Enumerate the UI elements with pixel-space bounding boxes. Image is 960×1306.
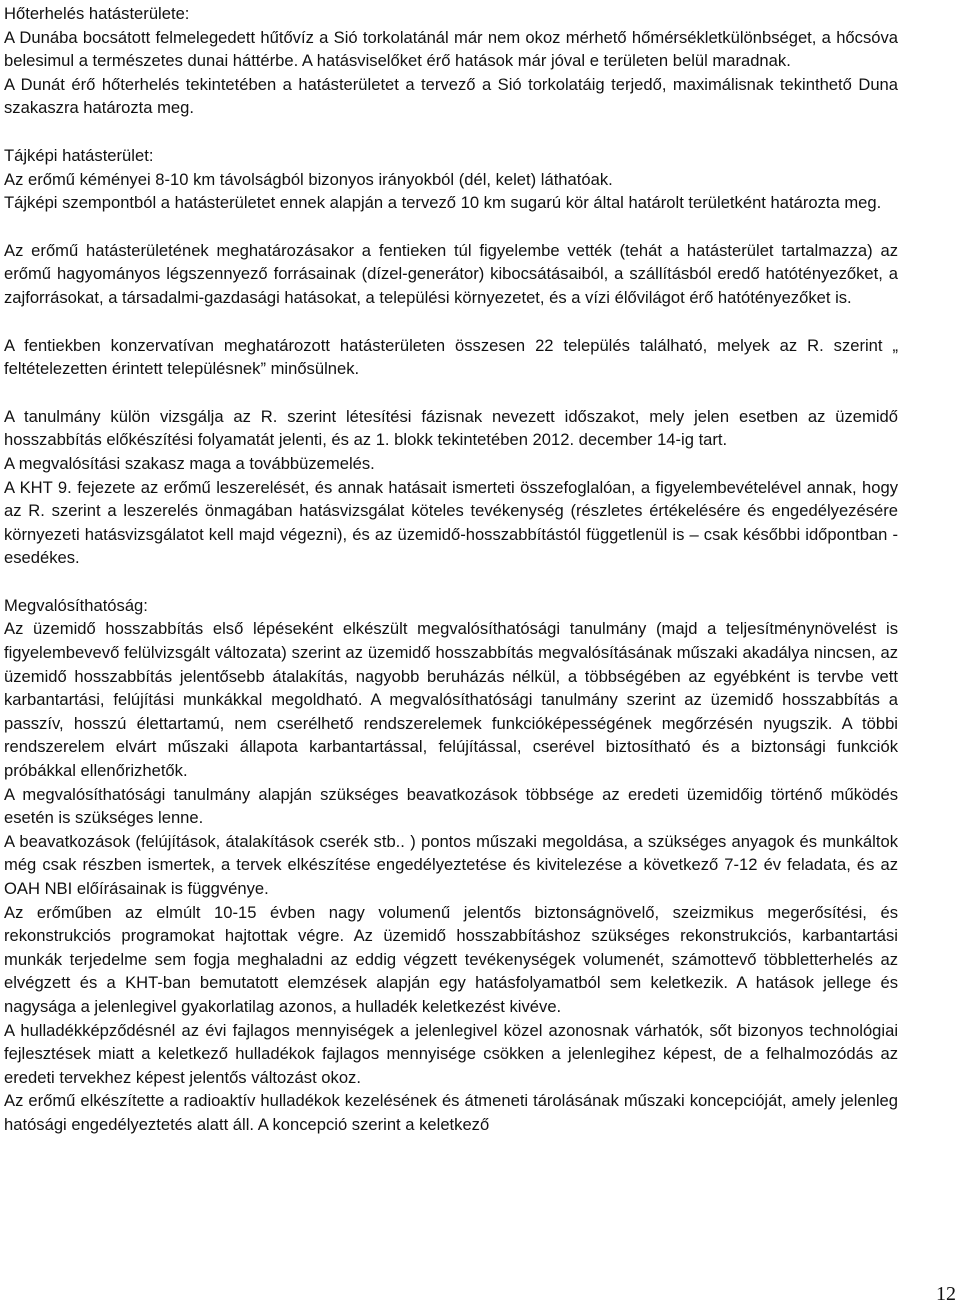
section-feasibility xyxy=(4,594,898,1137)
section-landscape xyxy=(4,144,898,215)
section-settlements xyxy=(4,334,898,381)
paragraph: A tanulmány külön vizsgálja az R. szerint létesítési fázisnak nevezett időszakot, mely jelen esetben az üzemidő hosszabbítás előkészítési folyamatát jelenti, és az 1. blokk tekintetében 2012. december 14-ig tart. xyxy=(4,406,898,450)
page-number: 12 xyxy=(936,1283,956,1305)
paragraph: A Dunát érő hőterhelés tekintetében a hatásterületet a tervező a Sió torkolatáig terjedő, maximálisnak tekinthető Duna szakaszra határozta meg. xyxy=(4,74,898,118)
paragraph: A Dunába bocsátott felmelegedett hűtővíz a Sió torkolatánál már nem okoz mérhető hőmérsékletkülönbséget, a hőcsóva belesimul a természetes dunai háttérbe. A hatásviselőket érő hatások már jóval e területen belül maradnak. xyxy=(4,27,898,71)
paragraph: Az erőmű hatásterületének meghatározásakor a fentieken túl figyelembe vették (tehát a hatásterület tartalmazza) az erőmű hagyományos légszennyező forrásainak (dízel-generátor) kibocsátásaiból, a szállításból eredő hatótényezőket, a zajforrásokat, a társadalmi-gazdasági hatásokat, a települési környezetet, és a vízi élővilágot érő hatótényezőket is. xyxy=(4,240,898,307)
paragraph: A megvalósítási szakasz maga a továbbüzemelés. xyxy=(4,453,375,473)
paragraph: A hulladékképződésnél az évi fajlagos mennyiségek a jelenlegivel közel azonosnak várhatók, sőt bizonyos technológiai fejlesztések miatt a keletkező hulladékok fajlagos mennyisége csökken a jelenlegihez képest, de a felhalmozódás az eredeti tervekhez képest jelentős változást okoz. xyxy=(4,1020,898,1087)
section-impact-area xyxy=(4,239,898,310)
paragraph: A beavatkozások (felújítások, átalakítások cserék stb.. ) pontos műszaki megoldása, a szükséges anyagok és munkáltok még csak részben ismertek, a tervek elkészítése engedélyeztetése és kivitelezése a következő 7-12 év feladata, és az OAH NBI előírásainak is függvénye. xyxy=(4,831,898,898)
section-heat-load xyxy=(4,2,898,120)
section-phases xyxy=(4,405,898,570)
paragraph: A megvalósíthatósági tanulmány alapján szükséges beavatkozások többsége az eredeti üzemidőig történő működés esetén is szükséges lenne. xyxy=(4,784,898,828)
heading-heat-load: Hőterhelés hatásterülete: xyxy=(4,4,190,23)
heading-feasibility: Megvalósíthatóság: xyxy=(4,595,148,615)
paragraph: Az erőműben az elmúlt 10-15 évben nagy volumenű jelentős biztonságnövelő, szeizmikus megerősítési, és rekonstrukciós programokat hajtottak végre. Az üzemidő hosszabbításhoz szükséges rekonstrukciós, karbantartási munkák terjedelme sem fogja meghaladni az eddig végzett tevékenységek volumenét, számottevő többletterhelés az elvégzett és a KHT-ban bemutatott elemzések alapján egy hatásfolyamatból sem keletkezik. A hatások jellege és nagysága a jelenlegivel gyakorlatilag azonos, a hulladék keletkezést kivéve. xyxy=(4,902,898,1016)
paragraph: Az üzemidő hosszabbítás első lépéseként elkészült megvalósíthatósági tanulmány (majd a teljesítménynövelést is figyelembevevő felülvizsgált változata) szerint az üzemidő hosszabbítás megvalósításának műszaki akadálya nincsen, az üzemidő hosszabbítás jelentősebb átalakítás, nagyobb beruházás nélkül, a többségében az egyébként is tervbe vett karbantartási, felújítási munkákkal megoldható. A megvalósíthatósági tanulmány szerint az üzemidő hosszabbítás a passzív, hosszú élettartamú, nem cserélhető rendszerelemek funkcióképességének megőrzésén nyugszik. A többi rendszerelem elvárt műszaki állapota karbantartással, felújítással, cserével biztosítható és a biztonsági funkciók próbákkal ellenőrizhetők. xyxy=(4,619,898,781)
paragraph: Tájképi szempontból a hatásterületet ennek alapján a tervező 10 km sugarú kör által határolt területként határozta meg. xyxy=(4,193,882,213)
heading-landscape: Tájképi hatásterület: xyxy=(4,145,154,165)
paragraph: A fentiekben konzervatívan meghatározott hatásterületen összesen 22 település található, melyek az R. szerint „ feltételezetten érintett településnek” minősülnek. xyxy=(4,335,898,379)
paragraph: Az erőmű kéményei 8-10 km távolságból bizonyos irányokból (dél, kelet) láthatóak. xyxy=(4,169,613,189)
paragraph: Az erőmű elkészítette a radioaktív hulladékok kezelésének és átmeneti tárolásának műszaki koncepcióját, amely jelenleg hatósági engedélyeztetés alatt áll. A koncepció szerint a keletkező xyxy=(4,1091,898,1134)
paragraph: A KHT 9. fejezete az erőmű leszerelését, és annak hatásait ismerteti összefoglalóan, a figyelembevételével annak, hogy az R. szerint a leszerelés önmagában hatásvizsgálat köteles tevékenység (részletes értékelésére és engedélyezésére környezeti hatásvizsgálatot kell majd végezni), és az üzemidő-hosszabbítástól függetlenül is – csak későbbi időpontban - esedékes. xyxy=(4,477,898,568)
document-body xyxy=(4,2,898,1137)
